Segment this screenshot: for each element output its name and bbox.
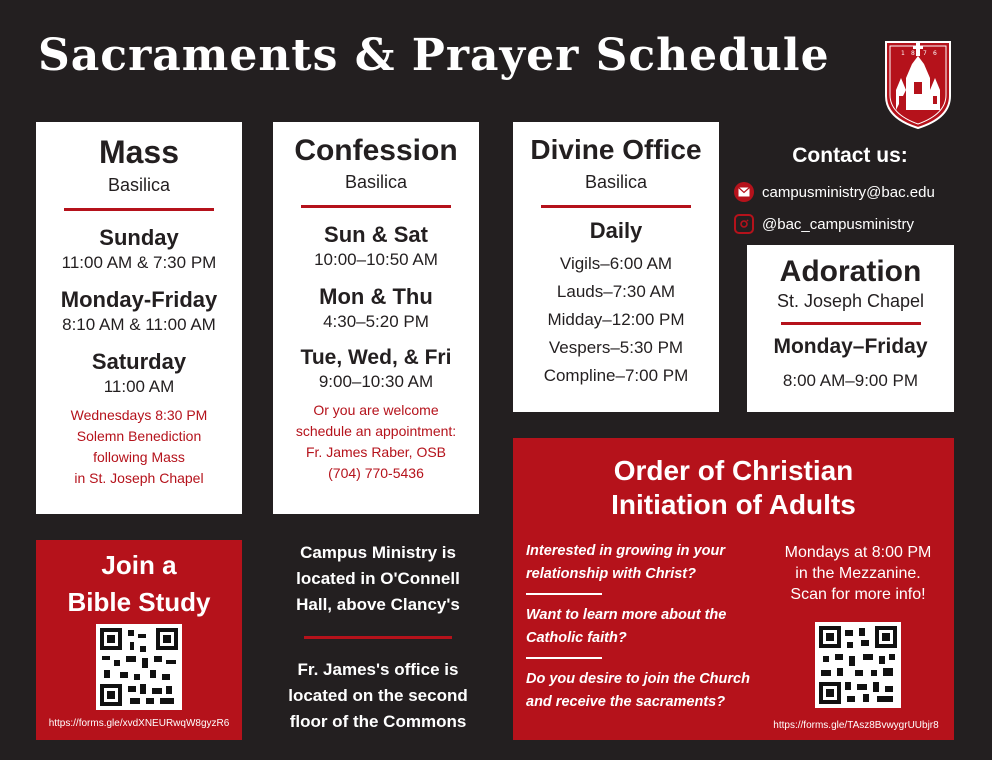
contact-email[interactable]: campusministry@bac.edu bbox=[762, 183, 935, 201]
hour-item: Compline–7:00 PM bbox=[543, 366, 689, 385]
confession-appointment-note bbox=[273, 400, 479, 484]
heading-line: Initiation of Adults bbox=[611, 489, 856, 520]
adoration-times: 8:00 AM–9:00 PM bbox=[782, 371, 919, 390]
mass-divider bbox=[64, 208, 214, 211]
contact-instagram[interactable]: @bac_campusministry bbox=[762, 215, 914, 233]
priest-office-location bbox=[268, 657, 488, 735]
ocia-meeting-info bbox=[768, 542, 948, 605]
meeting-line: Scan for more info! bbox=[790, 586, 926, 603]
confession-card bbox=[273, 122, 479, 514]
ocia-heading bbox=[513, 454, 954, 522]
divine-office-frequency: Daily bbox=[589, 218, 643, 243]
hour-item: Vigils–6:00 AM bbox=[559, 254, 673, 273]
info-line: Fr. James's office is bbox=[297, 660, 459, 679]
confession-d3-times: 9:00–10:30 AM bbox=[318, 372, 434, 391]
confession-divider bbox=[301, 205, 451, 208]
adoration-days: Monday–Friday bbox=[773, 335, 928, 358]
note-line: Wednesdays 8:30 PM bbox=[70, 407, 208, 423]
college-crest-logo bbox=[884, 38, 952, 130]
svg-text:7: 7 bbox=[923, 50, 927, 57]
mass-benediction-note bbox=[36, 405, 242, 489]
info-line: floor of the Commons bbox=[289, 712, 467, 731]
hour-item: Vespers–5:30 PM bbox=[548, 338, 684, 357]
email-row[interactable] bbox=[734, 182, 974, 202]
instagram-icon bbox=[734, 214, 754, 234]
svg-text:8: 8 bbox=[911, 50, 915, 57]
ocia-question bbox=[526, 540, 772, 586]
bible-study-line2: Bible Study bbox=[67, 587, 211, 617]
confession-heading: Confession bbox=[294, 134, 458, 167]
confession-d2-label: Mon & Thu bbox=[319, 284, 433, 309]
meeting-line: in the Mezzanine. bbox=[795, 565, 921, 582]
mass-card bbox=[36, 122, 242, 514]
hour-item: Lauds–7:30 AM bbox=[556, 282, 676, 301]
info-line: Campus Ministry is bbox=[300, 543, 456, 562]
campus-info bbox=[268, 540, 488, 735]
question-line: Interested in growing in your bbox=[526, 543, 725, 559]
mass-weekday-times: 8:10 AM & 11:00 AM bbox=[62, 315, 216, 334]
info-line: located on the second bbox=[288, 686, 468, 705]
ocia-url[interactable]: https://forms.gle/TAsz8BvwygrUUbjr8 bbox=[773, 720, 939, 731]
mass-heading: Mass bbox=[98, 134, 180, 170]
ocia-question bbox=[526, 668, 772, 714]
question-line: relationship with Christ? bbox=[526, 566, 696, 582]
adoration-card bbox=[747, 245, 954, 412]
bible-study-box bbox=[36, 540, 242, 740]
heading-line: Order of Christian bbox=[613, 455, 854, 486]
campus-info-divider bbox=[304, 636, 452, 639]
question-divider bbox=[526, 657, 602, 659]
divine-office-card bbox=[513, 122, 719, 412]
question-line: and receive the sacraments? bbox=[526, 694, 726, 710]
question-divider bbox=[526, 593, 602, 595]
bible-study-qr-code[interactable] bbox=[96, 624, 182, 710]
confession-d1-label: Sun & Sat bbox=[324, 222, 428, 247]
confession-d3-label: Tue, Wed, & Fri bbox=[300, 346, 452, 369]
adoration-location: St. Joseph Chapel bbox=[776, 291, 925, 311]
divine-office-heading: Divine Office bbox=[530, 134, 702, 165]
question-line: Want to learn more about the bbox=[526, 607, 727, 623]
bible-study-url[interactable]: https://forms.gle/xvdXNEURwqW8gyzR6 bbox=[48, 718, 230, 729]
ocia-question bbox=[526, 604, 772, 650]
note-line: following Mass bbox=[93, 449, 185, 465]
mass-sunday-times: 11:00 AM & 7:30 PM bbox=[61, 253, 217, 272]
divine-office-hours bbox=[513, 250, 719, 390]
question-line: Catholic faith? bbox=[526, 630, 627, 646]
note-line: Or you are welcome bbox=[313, 402, 439, 418]
contact-section bbox=[734, 144, 974, 234]
svg-text:1: 1 bbox=[901, 50, 905, 57]
mass-saturday-times: 11:00 AM bbox=[103, 377, 175, 396]
instagram-row[interactable] bbox=[734, 214, 974, 234]
contact-heading: Contact us: bbox=[792, 144, 908, 167]
mass-sunday-label: Sunday bbox=[99, 225, 179, 250]
info-line: located in O'Connell bbox=[296, 569, 460, 588]
confession-location: Basilica bbox=[344, 172, 408, 192]
hour-item: Midday–12:00 PM bbox=[547, 310, 685, 329]
svg-text:6: 6 bbox=[933, 50, 937, 57]
ocia-questions bbox=[526, 540, 772, 714]
ocia-qr-code[interactable] bbox=[815, 622, 901, 708]
adoration-divider bbox=[781, 322, 921, 325]
note-line: schedule an appointment: bbox=[295, 423, 457, 439]
phone-number[interactable]: (704) 770-5436 bbox=[328, 465, 424, 481]
note-line: in St. Joseph Chapel bbox=[74, 470, 204, 486]
envelope-icon bbox=[734, 182, 754, 202]
divine-office-location: Basilica bbox=[584, 172, 648, 192]
page-title: Sacraments & Prayer Schedule bbox=[38, 30, 830, 81]
question-line: Do you desire to join the Church bbox=[526, 671, 750, 687]
note-line: Fr. James Raber, OSB bbox=[305, 444, 447, 460]
ocia-box bbox=[513, 438, 954, 740]
mass-saturday-label: Saturday bbox=[91, 349, 187, 374]
mass-location: Basilica bbox=[107, 175, 171, 195]
bible-study-line1: Join a bbox=[101, 550, 177, 580]
divine-office-divider bbox=[541, 205, 691, 208]
confession-d2-times: 4:30–5:20 PM bbox=[323, 312, 429, 331]
info-line: Hall, above Clancy's bbox=[296, 595, 460, 614]
mass-weekday-label: Monday-Friday bbox=[60, 287, 218, 312]
adoration-heading: Adoration bbox=[779, 255, 922, 288]
confession-d1-times: 10:00–10:50 AM bbox=[314, 250, 438, 269]
meeting-line: Mondays at 8:00 PM bbox=[784, 544, 932, 561]
office-location bbox=[268, 540, 488, 618]
note-line: Solemn Benediction bbox=[76, 428, 202, 444]
